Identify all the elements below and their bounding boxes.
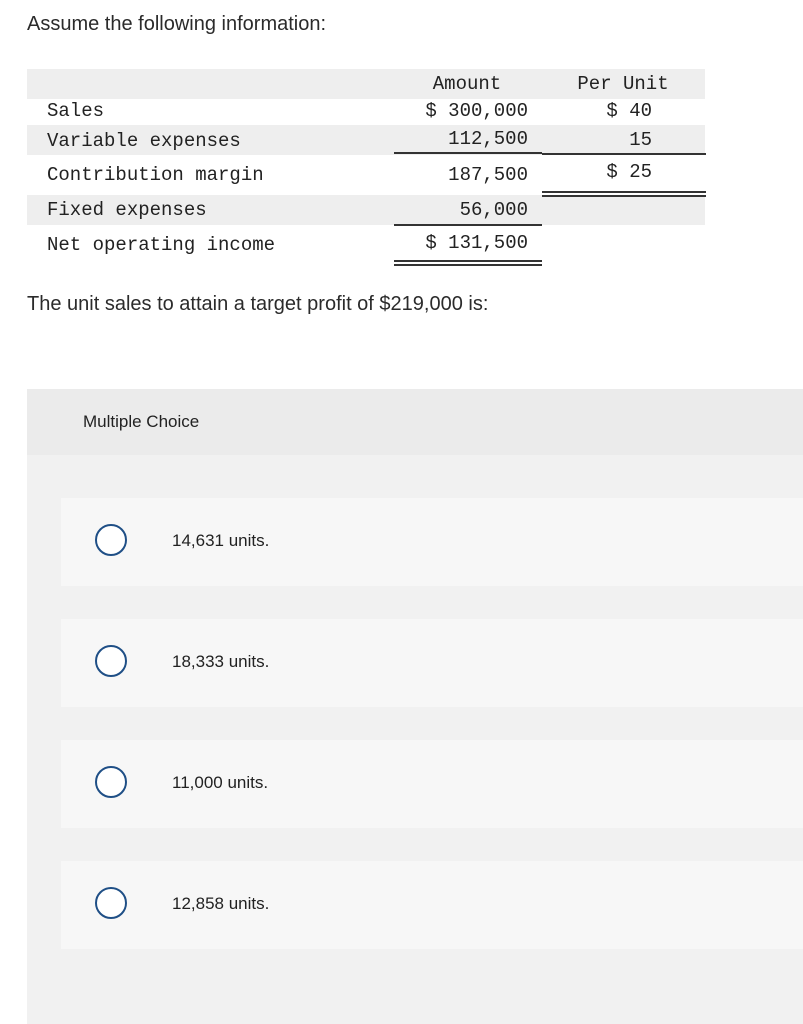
multiple-choice-title: Multiple Choice [83, 412, 200, 431]
row-amount-net-operating-income: $ 131,500 [425, 232, 528, 254]
choice-option-4[interactable] [61, 861, 803, 949]
double-rule-amount-bottom [394, 264, 542, 266]
choice-option-2[interactable] [61, 619, 803, 707]
radio-button-icon[interactable] [95, 766, 127, 798]
choice-option-1[interactable] [61, 498, 803, 586]
radio-button-icon[interactable] [95, 524, 127, 556]
row-per-unit-variable-expenses: 15 [629, 129, 652, 151]
row-per-unit-sales: $ 40 [606, 100, 652, 122]
radio-button-icon[interactable] [95, 645, 127, 677]
choice-option-3[interactable] [61, 740, 803, 828]
double-rule-per-unit-top [542, 191, 706, 193]
question-text: The unit sales to attain a target profit of $219,000 is: [27, 293, 489, 315]
double-rule-per-unit-bottom [542, 195, 706, 197]
income-statement-table [0, 0, 803, 280]
row-amount-variable-expenses: 112,500 [448, 128, 528, 150]
row-amount-sales: $ 300,000 [425, 100, 528, 122]
radio-button-icon[interactable] [95, 887, 127, 919]
choice-label: 14,631 units. [172, 531, 270, 550]
row-label-sales: Sales [47, 100, 105, 122]
choice-label: 18,333 units. [172, 652, 270, 671]
row-amount-fixed-expenses: 56,000 [459, 199, 528, 221]
rule-amount-fixed [394, 224, 542, 226]
rule-amount-subtotal [394, 152, 542, 154]
row-label-contribution-margin: Contribution margin [47, 164, 264, 186]
intro-text: Assume the following information: [27, 13, 327, 35]
row-label-variable-expenses: Variable expenses [47, 130, 241, 152]
row-label-net-operating-income: Net operating income [47, 234, 276, 256]
header-per-unit: Per Unit [577, 73, 669, 95]
double-rule-amount-top [394, 260, 542, 262]
row-amount-contribution-margin: 187,500 [448, 164, 528, 186]
header-amount: Amount [432, 73, 502, 95]
choice-label: 12,858 units. [172, 894, 270, 913]
row-per-unit-contribution-margin: $ 25 [606, 161, 652, 183]
rule-per-unit-subtotal [542, 153, 706, 155]
choice-label: 11,000 units. [172, 773, 269, 792]
row-label-fixed-expenses: Fixed expenses [47, 199, 207, 221]
